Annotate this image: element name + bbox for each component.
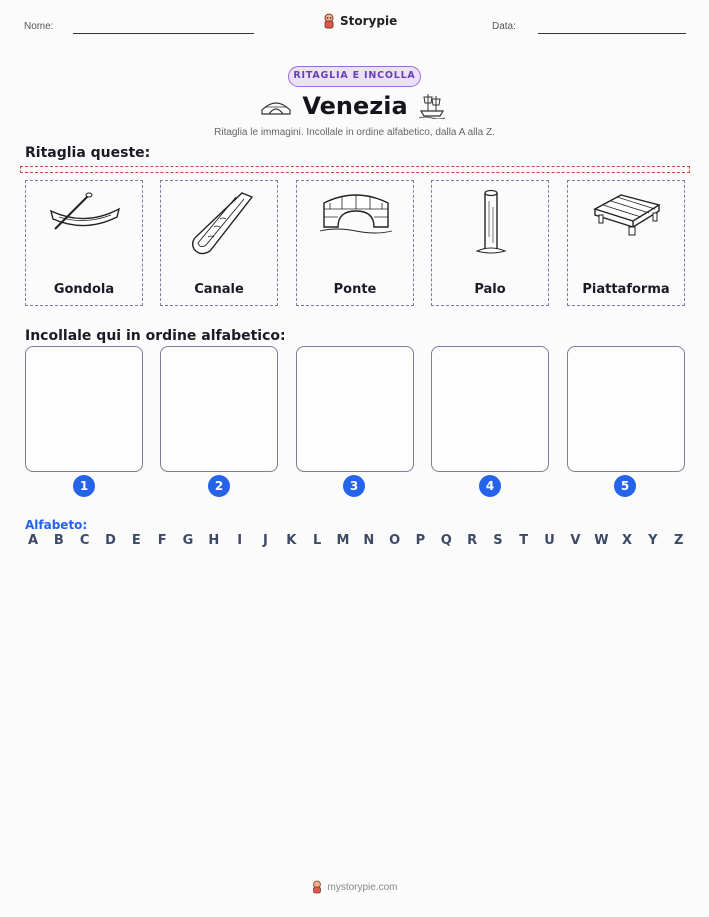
slot-number-badge: 1 [73, 475, 95, 497]
cut-card-canale[interactable] [160, 180, 278, 306]
card-label: Piattaforma [582, 282, 670, 297]
alphabet-letter: N [363, 533, 375, 548]
bridge-decor-icon [261, 96, 291, 116]
card-label: Canale [194, 282, 244, 297]
storypie-mascot-icon [311, 880, 323, 894]
slot-number-badge: 5 [614, 475, 636, 497]
slot-number-badge: 2 [208, 475, 230, 497]
slot-number-badge: 3 [343, 475, 365, 497]
alphabet-letter: E [131, 533, 141, 548]
alphabet-letter: T [519, 533, 529, 548]
alphabet-letter: H [208, 533, 220, 548]
alphabet-letter: M [336, 533, 350, 548]
alphabet-letter: G [182, 533, 194, 548]
alphabet-letter: S [493, 533, 503, 548]
alphabet-letter: U [544, 533, 555, 548]
alphabet-letter: Y [648, 533, 658, 548]
cut-card-ponte[interactable] [296, 180, 414, 306]
footer [0, 880, 709, 894]
cut-card-palo[interactable] [431, 180, 549, 306]
canal-icon [180, 187, 260, 259]
cut-heading: Ritaglia queste: [25, 145, 151, 161]
card-label: Palo [474, 282, 506, 297]
storypie-mascot-icon [322, 13, 336, 29]
slot-number-badge: 4 [479, 475, 501, 497]
cut-line [20, 166, 690, 173]
paste-heading: Incollale qui in ordine alfabetico: [25, 328, 286, 344]
name-label: Nome: [24, 21, 54, 32]
ship-decor-icon [418, 91, 446, 119]
alphabet-letter: Z [673, 533, 684, 548]
paste-slot-3[interactable] [296, 346, 414, 472]
alphabet-letter: P [415, 533, 426, 548]
alphabet-letter: B [53, 533, 64, 548]
date-line [538, 33, 686, 34]
platform-icon [587, 187, 667, 247]
alphabet-letter: F [157, 533, 167, 548]
date-label: Data: [492, 21, 516, 32]
paste-slot-1[interactable] [25, 346, 143, 472]
cut-card-piattaforma[interactable] [567, 180, 685, 306]
instructions: Ritaglia le immagini. Incollale in ordine alfabetico, dalla A alla Z. [214, 127, 495, 138]
paste-slot-4[interactable] [431, 346, 549, 472]
brand-name: Storypie [340, 14, 398, 28]
alphabet-row [26, 533, 686, 548]
bridge-icon [316, 187, 396, 247]
alphabet-letter: O [389, 533, 401, 548]
alphabet-letter: Q [440, 533, 452, 548]
card-label: Ponte [333, 282, 377, 297]
page-title: Venezia [302, 92, 408, 120]
alphabet-letter: A [27, 533, 39, 548]
alphabet-letter: X [622, 533, 633, 548]
alphabet-letter: R [467, 533, 478, 548]
alphabet-letter: D [105, 533, 116, 548]
pole-icon [451, 187, 531, 263]
alphabet-heading: Alfabeto: [25, 518, 88, 532]
alphabet-letter: W [594, 533, 609, 548]
paste-slot-2[interactable] [160, 346, 278, 472]
card-label: Gondola [53, 282, 115, 297]
alphabet-letter: I [237, 533, 243, 548]
activity-badge: RITAGLIA E INCOLLA [288, 66, 421, 87]
footer-url[interactable]: mystorypie.com [327, 881, 398, 893]
alphabet-letter: C [79, 533, 90, 548]
alphabet-letter: J [263, 533, 268, 548]
alphabet-letter: V [570, 533, 581, 548]
paste-slot-5[interactable] [567, 346, 685, 472]
alphabet-letter: K [286, 533, 297, 548]
name-line [73, 33, 254, 34]
brand-logo [322, 13, 397, 29]
gondola-icon [45, 187, 125, 247]
alphabet-letter: L [312, 533, 322, 548]
cut-card-gondola[interactable] [25, 180, 143, 306]
